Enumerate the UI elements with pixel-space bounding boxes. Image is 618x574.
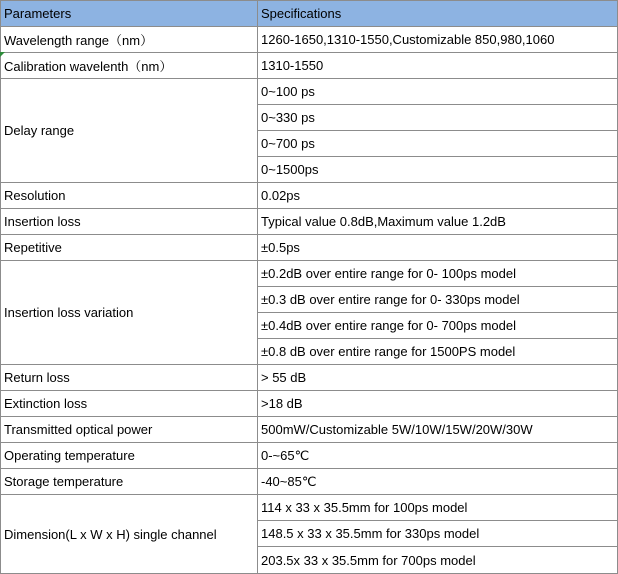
spec-cell: > 55 dB [258, 365, 618, 391]
spec-cell: 203.5x 33 x 35.5mm for 700ps model [258, 547, 618, 574]
spec-cell: -40~85℃ [258, 469, 618, 495]
param-cell: Storage temperature [1, 469, 258, 495]
spec-cell: ±0.3 dB over entire range for 0- 330ps model [258, 287, 618, 313]
cell-comment-marker [0, 52, 5, 57]
table-row [1, 53, 618, 79]
table-row [1, 365, 618, 391]
spec-cell: ±0.8 dB over entire range for 1500PS model [258, 339, 618, 365]
param-cell: Repetitive [1, 235, 258, 261]
param-cell: Delay range [1, 79, 258, 183]
table-row [1, 495, 618, 521]
param-cell: Resolution [1, 183, 258, 209]
param-cell: Wavelength range（nm） [1, 27, 258, 53]
spec-cell: 148.5 x 33 x 35.5mm for 330ps model [258, 521, 618, 547]
table-header-row [1, 1, 618, 27]
table-row [1, 235, 618, 261]
spec-cell: 0~330 ps [258, 105, 618, 131]
spec-cell: ±0.5ps [258, 235, 618, 261]
spec-cell: 1310-1550 [258, 53, 618, 79]
param-cell: Extinction loss [1, 391, 258, 417]
table-row [1, 469, 618, 495]
spec-cell: ±0.4dB over entire range for 0- 700ps model [258, 313, 618, 339]
param-cell: Calibration wavelenth（nm） [1, 53, 258, 79]
table-row [1, 391, 618, 417]
table-row [1, 209, 618, 235]
spec-cell: 0.02ps [258, 183, 618, 209]
param-cell: Insertion loss [1, 209, 258, 235]
table-row [1, 27, 618, 53]
spec-cell: 1260-1650,1310-1550,Customizable 850,980,1060 [258, 27, 618, 53]
param-cell: Dimension(L x W x H) single channel [1, 495, 258, 574]
header-specifications: Specifications [258, 1, 618, 27]
table-row [1, 261, 618, 287]
param-cell: Operating temperature [1, 443, 258, 469]
table-row [1, 417, 618, 443]
table-row [1, 443, 618, 469]
spec-cell: 0~700 ps [258, 131, 618, 157]
param-cell: Insertion loss variation [1, 261, 258, 365]
spec-cell: >18 dB [258, 391, 618, 417]
spec-cell: Typical value 0.8dB,Maximum value 1.2dB [258, 209, 618, 235]
spec-cell: ±0.2dB over entire range for 0- 100ps model [258, 261, 618, 287]
spec-cell: 0-~65℃ [258, 443, 618, 469]
table-row [1, 183, 618, 209]
spec-cell: 114 x 33 x 35.5mm for 100ps model [258, 495, 618, 521]
header-parameters: Parameters [1, 1, 258, 27]
spec-cell: 0~100 ps [258, 79, 618, 105]
spec-cell: 500mW/Customizable 5W/10W/15W/20W/30W [258, 417, 618, 443]
spec-cell: 0~1500ps [258, 157, 618, 183]
table-row [1, 79, 618, 105]
param-cell: Transmitted optical power [1, 417, 258, 443]
param-cell: Return loss [1, 365, 258, 391]
